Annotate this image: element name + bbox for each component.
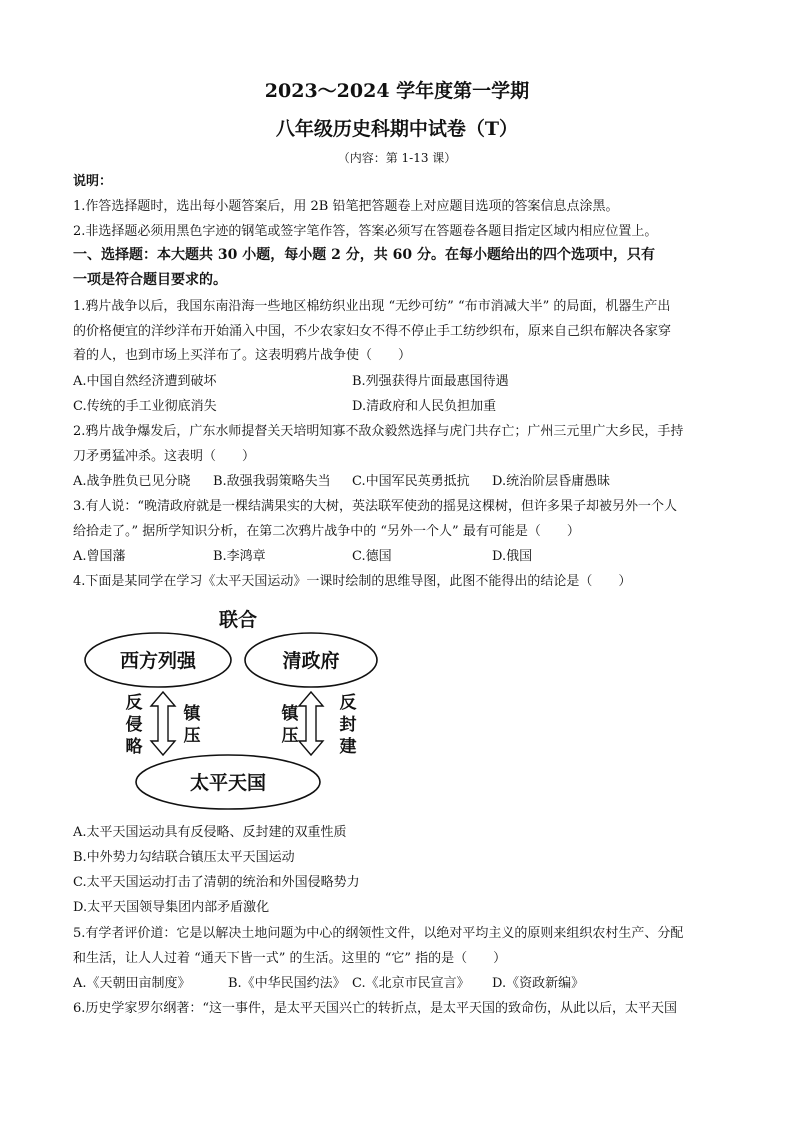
q5-option-b: B.《中华民国约法》: [228, 976, 346, 991]
q2-stem-line1: 2.鸦片战争爆发后，广东水师提督关天培明知寡不敌众毅然选择与虎门共存亡；广州三元里广大乡民，手持: [73, 424, 684, 439]
q4-stem-line1: 4.下面是某同学在学习《太平天国运动》一课时绘制的思维导图，此图不能得出的结论是（ ）: [73, 574, 632, 589]
right-up-char-2: 封: [339, 715, 357, 735]
exam-scope: （内容：第 1-13 课）: [337, 151, 457, 165]
q2-option-c: C.中国军民英勇抵抗: [352, 474, 470, 489]
instructions-heading: 说明：: [73, 174, 113, 189]
instruction-item-1: 1.作答选择题时，选出每小题答案后，用 2B 铅笔把答题卷上对应题目选项的答案信息点涂黑。: [73, 199, 619, 214]
mind-map-diagram: [78, 600, 378, 815]
left-up-char-1: 反: [125, 693, 143, 713]
q1-option-d: D.清政府和人民负担加重: [352, 399, 497, 414]
left-double-arrow: [151, 692, 175, 755]
q1-option-c: C.传统的手工业彻底消失: [73, 399, 217, 414]
q2-option-d: D.统治阶层昏庸愚昧: [492, 474, 611, 489]
q5-option-d: D.《资政新编》: [492, 976, 585, 991]
q5-stem-line1: 5.有学者评价道：它是以解决土地问题为中心的纲领性文件，以绝对平均主义的原则来组织农村生产、分配: [73, 926, 684, 941]
section-heading-line1: 一、选择题：本大题共 30 小题，每小题 2 分，共 60 分。在每小题给出的四个选项中，只有: [73, 247, 655, 263]
q3-option-b: B.李鸿章: [213, 549, 266, 564]
q2-stem-line2: 刀矛勇猛冲杀。这表明（ ）: [73, 449, 256, 464]
exam-subject-title: 八年级历史科期中试卷（T）: [275, 118, 519, 140]
q4-option-c: C.太平天国运动打击了清朝的统治和外国侵略势力: [73, 875, 360, 890]
oval-qing-government-label: 清政府: [282, 650, 340, 672]
q3-option-a: A.曾国藩: [73, 549, 126, 564]
q5-stem-line2: 和生活，让人人过着 “通天下皆一式” 的生活。这里的 “它” 指的是（ ）: [73, 951, 507, 966]
q4-option-d: D.太平天国领导集团内部矛盾激化: [73, 900, 270, 915]
q5-option-c: C.《北京市民宣言》: [352, 976, 470, 991]
left-up-char-3: 略: [125, 737, 143, 757]
left-down-char-1: 镇: [183, 704, 201, 724]
diagram-top-label: 联合: [218, 609, 258, 631]
right-up-char-1: 反: [339, 693, 357, 713]
q4-option-b: B.中外势力勾结联合镇压太平天国运动: [73, 850, 295, 865]
left-up-char-2: 侵: [125, 715, 143, 735]
right-up-char-3: 建: [339, 737, 357, 757]
q1-stem-line1: 1.鸦片战争以后，我国东南沿海一些地区棉纺织业出现 “无纱可纺” “布市消减大半” 的局面，机器生产出: [73, 299, 671, 314]
q6-stem-line1: 6.历史学家罗尔纲著：“这一事件，是太平天国兴亡的转折点，是太平天国的致命伤，从此以后，太平天国: [73, 1001, 678, 1016]
q1-stem-line2: 的价格便宜的洋纱洋布开始涌入中国，不少农家妇女不得不停止手工纺纱织布，原来自己织布解决各家穿: [73, 324, 672, 339]
q2-option-b: B.敌强我弱策略失当: [213, 474, 331, 489]
q1-option-b: B.列强获得片面最惠国待遇: [352, 374, 509, 389]
q1-option-a: A.中国自然经济遭到破坏: [73, 374, 217, 389]
q3-stem-line1: 3.有人说：“晚清政府就是一棵结满果实的大树，英法联军使劲的摇晃这棵树，但许多果子却被另外一个人: [73, 499, 678, 514]
right-down-char-2: 压: [281, 726, 299, 746]
q3-option-c: C.德国: [352, 549, 392, 564]
right-down-char-1: 镇: [281, 704, 299, 724]
q3-option-d: D.俄国: [492, 549, 533, 564]
q1-stem-line3: 着的人，也到市场上买洋布了。这表明鸦片战争使（ ）: [73, 348, 412, 363]
oval-taiping-label: 太平天国: [189, 772, 267, 794]
oval-western-powers-label: 西方列强: [119, 650, 197, 672]
q3-stem-line2: 给拾走了。” 据所学知识分析，在第二次鸦片战争中的 “另外一个人” 最有可能是（ ）: [73, 524, 580, 539]
exam-year-title: 2023～2024 学年度第一学期: [264, 80, 530, 102]
q2-option-a: A.战争胜负已见分晓: [73, 474, 191, 489]
q4-option-a: A.太平天国运动具有反侵略、反封建的双重性质: [73, 825, 347, 840]
left-down-char-2: 压: [183, 726, 201, 746]
section-heading-line2: 一项是符合题目要求的。: [73, 272, 227, 288]
instruction-item-2: 2.非选择题必须用黑色字迹的钢笔或签字笔作答，答案必须写在答题卷各题目指定区域内相应位置上。: [73, 224, 658, 239]
right-double-arrow: [299, 692, 323, 755]
q5-option-a: A.《天朝田亩制度》: [73, 976, 191, 991]
